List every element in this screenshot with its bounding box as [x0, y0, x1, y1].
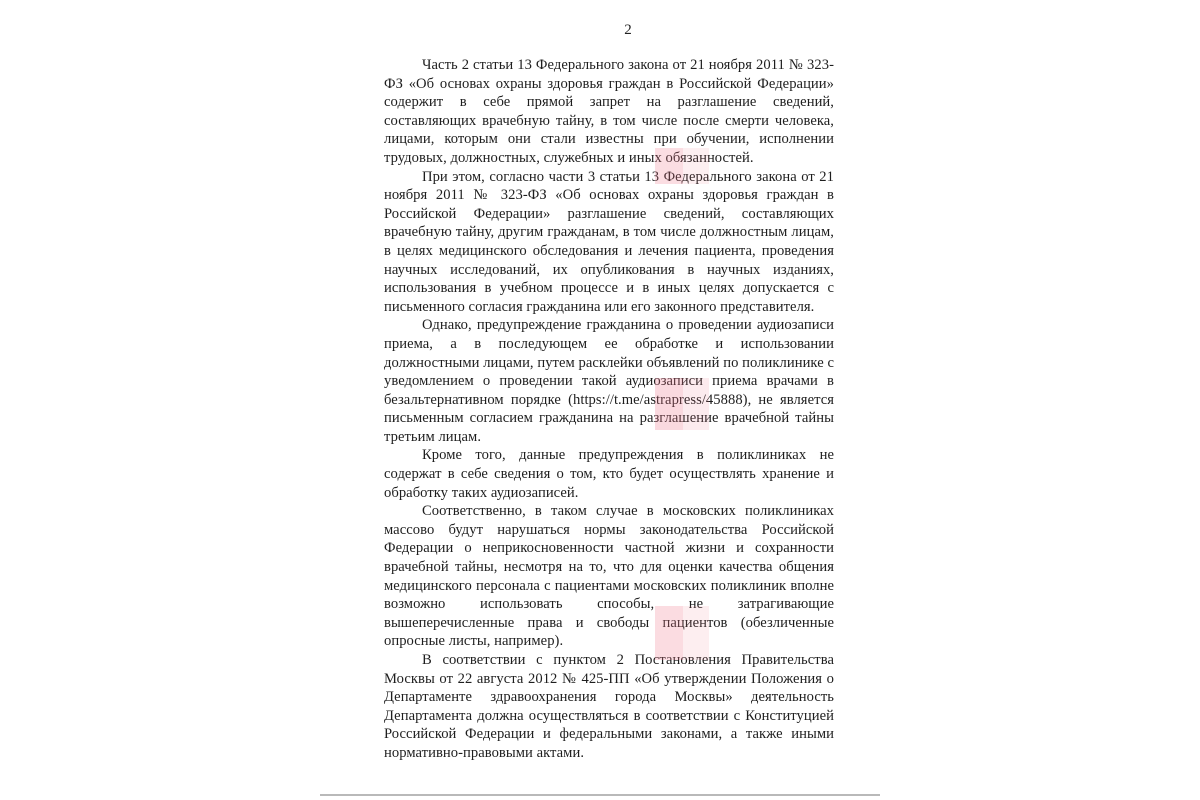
paragraph-4: Кроме того, данные предупреждения в поликлиниках не содержат в себе сведения о том, кто будет осуществлять хранение и обработку таких аудиозаписей.: [384, 447, 834, 501]
paragraph-6: В соответствии с пунктом 2 Постановления Правительства Москвы от 22 августа 2012 № 425-ПП «Об утверждении Положения о Департаменте здравоохранения города Москвы» деятельность Департамента должна осуществляться в соответствии с Конституцией Российской Федерации и федеральными законами, а также иными нормативно-правовыми актами.: [384, 652, 834, 761]
paragraph-1: Часть 2 статьи 13 Федерального закона от 21 ноября 2011 № 323-ФЗ «Об основах охраны здоровья граждан в Российской Федерации» содержит в себе прямой запрет на разглашение сведений, составляющих врачебную тайну, в том числе после смерти человека, лицами, которым они стали известны при обучении, исполнении трудовых, должностных, служебных и иных обязанностей.: [384, 57, 834, 166]
paragraph-2: При этом, согласно части 3 статьи 13 Федерального закона от 21 ноября 2011 № 323-ФЗ «Об основах охраны здоровья граждан в Российской Федерации» разглашение сведений, составляющих врачебную тайну, другим гражданам, в том числе должностным лицам, в целях медицинского обследования и лечения пациента, проведения научных исследований, их опубликования в научных изданиях, использования в учебном процессе и в иных целях допускается с письменного согласия гражданина или его законного представителя.: [384, 168, 834, 315]
page-bottom-edge: [320, 794, 880, 796]
page-number: 2: [624, 22, 632, 38]
paragraph-3: Однако, предупреждение гражданина о проведении аудиозаписи приема, а в последующем ее обработке и использовании должностными лицами, путем расклейки объявлений по поликлинике с уведомлением о проведении такой аудиозаписи приема врачами в безальтернативном порядке (https://t.me/astrapress/45888), не является письменным согласием гражданина на разглашение врачебной тайны третьим лицам.: [384, 317, 834, 445]
document-body: [384, 56, 834, 763]
paragraph-5: Соответственно, в таком случае в московских поликлиниках массово будут нарушаться нормы законодательства Российской Федерации о неприкосновенности частной жизни и сохранности врачебной тайны, несмотря на то, что для оценки качества общения медицинского персонала с пациентами московских поликлиник вполне возможно использовать способы, не затрагивающие вышеперечисленные права и свободы пациентов (обезличенные опросные листы, например).: [384, 503, 834, 650]
